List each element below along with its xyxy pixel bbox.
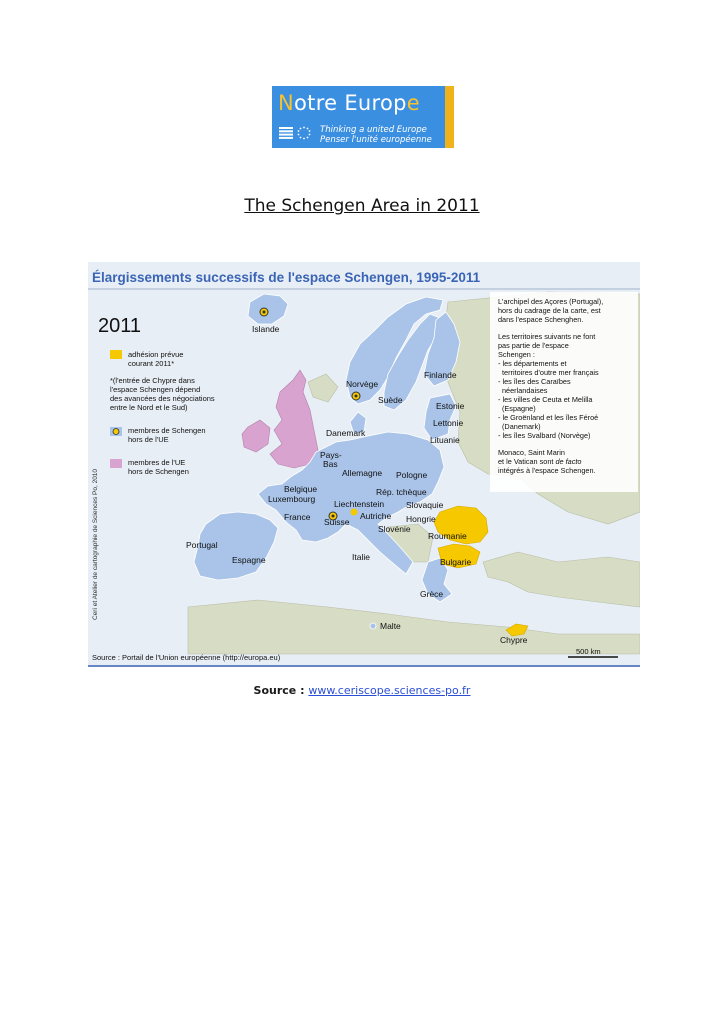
svg-text:et le Vatican sont de facto: et le Vatican sont de facto xyxy=(498,457,582,466)
svg-text:territoires d'outre mer frança: territoires d'outre mer français xyxy=(502,368,599,377)
label-espagne: Espagne xyxy=(232,555,266,565)
legend-note-4: entre le Nord et le Sud) xyxy=(110,403,188,412)
map-credit: Ceri et Atelier de cartographie de Sciences Po, 2010 xyxy=(92,468,99,620)
legend-note-2: l'espace Schengen dépend xyxy=(110,385,201,394)
notre-europe-logo xyxy=(272,86,454,148)
label-danemark: Danemark xyxy=(326,428,366,438)
label-lituanie: Lituanie xyxy=(430,435,460,445)
svg-text:- le Groënland et les îles Fér: - le Groënland et les îles Féroé xyxy=(498,413,599,422)
logo-tagline-en: Thinking a united Europe xyxy=(320,125,427,135)
label-hongrie: Hongrie xyxy=(406,514,436,524)
label-grece: Grèce xyxy=(420,589,444,599)
logo-accent-bar xyxy=(445,86,454,148)
legend-non-eu-1: membres de Schengen xyxy=(128,426,206,435)
label-roumanie: Roumanie xyxy=(428,531,467,541)
svg-text:- les îles Svalbard (Norvège): - les îles Svalbard (Norvège) xyxy=(498,431,591,440)
label-autriche: Autriche xyxy=(360,511,392,521)
label-islande: Islande xyxy=(252,324,280,334)
label-allemagne: Allemagne xyxy=(342,468,383,478)
label-slovaquie: Slovaquie xyxy=(406,500,444,510)
source-link[interactable]: www.ceriscope.sciences-po.fr xyxy=(308,684,471,697)
svg-text:intégrés à l'espace Schengen.: intégrés à l'espace Schengen. xyxy=(498,466,596,475)
legend-note-1: *(l'entrée de Chypre dans xyxy=(110,376,195,385)
label-norvege: Norvège xyxy=(346,379,379,389)
legend-non-eu-2: hors de l'UE xyxy=(128,435,169,444)
map-heading: Élargissements successifs de l'espace Schengen, 1995-2011 xyxy=(92,270,481,285)
legend-swatch-outside xyxy=(110,459,122,468)
scale-label: 500 km xyxy=(576,647,601,656)
label-malte: Malte xyxy=(380,621,401,631)
label-chypre: Chypre xyxy=(500,635,528,645)
label-italie: Italie xyxy=(352,552,370,562)
page-source: Source : www.ceriscope.sciences-po.fr xyxy=(253,684,471,697)
label-slovenie: Slovénie xyxy=(378,524,411,534)
page-title: The Schengen Area in 2011 xyxy=(244,196,480,216)
label-suisse: Suisse xyxy=(324,517,350,527)
svg-text:(Espagne): (Espagne) xyxy=(502,404,536,413)
svg-text:néerlandaises: néerlandaises xyxy=(502,386,548,395)
svg-text:- les villes de Ceuta et Melil: - les villes de Ceuta et Melilla xyxy=(498,395,593,404)
svg-text:hors du cadrage de la carte, e: hors du cadrage de la carte, est xyxy=(498,306,601,315)
label-pays-bas-2: Bas xyxy=(323,459,338,469)
label-portugal: Portugal xyxy=(186,540,218,550)
svg-text:- les îles des Caraïbes: - les îles des Caraïbes xyxy=(498,377,571,386)
label-pays-bas-1: Pays- xyxy=(320,450,342,460)
label-lettonie: Lettonie xyxy=(433,418,464,428)
map-year: 2011 xyxy=(98,315,142,337)
svg-text:- les départements et: - les départements et xyxy=(498,359,567,368)
svg-text:Schengen :: Schengen : xyxy=(498,350,535,359)
label-luxembourg: Luxembourg xyxy=(268,494,316,504)
svg-text:(Danemark): (Danemark) xyxy=(502,422,541,431)
logo-wordmark: Notre Europe xyxy=(278,91,421,115)
svg-text:Les territoires suivants ne fo: Les territoires suivants ne font xyxy=(498,332,596,341)
label-rep-tcheque: Rép. tchèque xyxy=(376,487,427,497)
liechtenstein-marker xyxy=(351,509,357,515)
legend-swatch-pending xyxy=(110,350,122,359)
logo-tagline-fr: Penser l'unité européenne xyxy=(320,135,432,145)
label-pologne: Pologne xyxy=(396,470,428,480)
map-source: Source : Portail de l'Union européenne (http://europa.eu) xyxy=(92,653,281,662)
legend-pending-2: courant 2011* xyxy=(128,359,175,368)
label-finlande: Finlande xyxy=(424,370,457,380)
label-france: France xyxy=(284,512,311,522)
svg-text:Monaco, Saint Marin: Monaco, Saint Marin xyxy=(498,448,565,457)
label-bulgarie: Bulgarie xyxy=(440,557,472,567)
map-svg xyxy=(88,262,640,667)
eu-stars-icon xyxy=(296,126,312,140)
label-estonie: Estonie xyxy=(436,401,465,411)
label-liechtenstein: Liechtenstein xyxy=(334,499,385,509)
svg-text:dans l'espace Schenghen.: dans l'espace Schenghen. xyxy=(498,315,584,324)
schengen-map xyxy=(88,262,640,667)
legend-note-3: des avancées des négociations xyxy=(110,394,215,403)
svg-text:L'archipel des Açores (Portuga: L'archipel des Açores (Portugal), xyxy=(498,297,604,306)
document-icon xyxy=(279,127,293,139)
legend-pending: adhésion prévue xyxy=(128,350,184,359)
legend-outside-1: membres de l'UE xyxy=(128,458,186,467)
label-belgique: Belgique xyxy=(284,484,318,494)
label-suede: Suède xyxy=(378,395,403,405)
svg-text:pas partie de l'espace: pas partie de l'espace xyxy=(498,341,569,350)
legend-outside-2: hors de Schengen xyxy=(128,467,189,476)
